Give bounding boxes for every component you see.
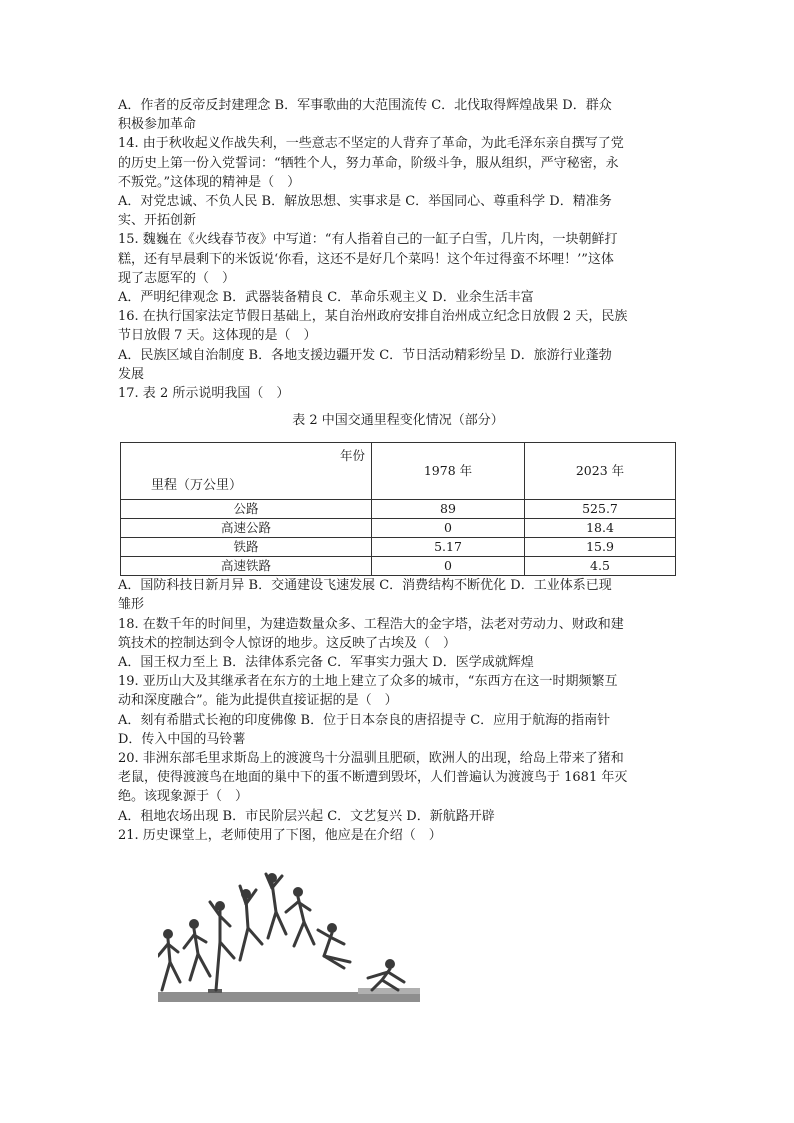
cell-1978: 0 — [372, 519, 525, 538]
text-line: 16. 在执行国家法定节假日基础上，某自治州政府安排自治州成立纪念日放假 2 天，民族 — [118, 309, 628, 325]
table-row — [121, 500, 676, 519]
cell-2023: 18.4 — [525, 519, 676, 538]
text-line: 19. 亚历山大及其继承者在东方的土地上建立了众多的城市，“东西方在这一时期频繁互 — [118, 674, 618, 690]
text-line: 糕，还有早晨剩下的米饭说‘你看，这还不是好几个菜吗！这个年过得蛮不坏哩！’”这体 — [118, 251, 614, 267]
row-label: 公路 — [121, 500, 372, 519]
text-line: 筑技术的控制达到令人惊讶的地步。这反映了古埃及（ ） — [118, 635, 457, 651]
cell-2023: 15.9 — [525, 538, 676, 557]
text-line: 实、开拓创新 — [118, 213, 197, 229]
text-line: A．民族区域自治制度 B．各地支援边疆开发 C．节日活动精彩纷呈 D．旅游行业蓬勃 — [118, 347, 612, 363]
long-jump-sequence-image — [158, 872, 420, 1010]
text-line: A．严明纪律观念 B．武器装备精良 C．革命乐观主义 D．业余生活丰富 — [118, 290, 534, 306]
text-line: 21. 历史课堂上，老师使用了下图，他应是在介绍（ ） — [118, 827, 442, 843]
table-row — [121, 557, 676, 576]
row-label: 高速铁路 — [121, 557, 372, 576]
athlete-figures — [158, 873, 404, 990]
text-line: 节日放假 7 天。这体现的是（ ） — [118, 328, 317, 344]
text-line: A．对党忠诚、不负人民 B．解放思想、实事求是 C．举国同心、尊重科学 D．精准务 — [118, 194, 612, 210]
text-line: 雏形 — [118, 597, 145, 613]
cell-1978: 89 — [372, 500, 525, 519]
cell-1978: 5.17 — [372, 538, 525, 557]
text-line: A．租地农场出现 B．市民阶层兴起 C．文艺复兴 D．新航路开辟 — [118, 808, 495, 824]
transport-mileage-table — [120, 442, 676, 576]
text-line: 20. 非洲东部毛里求斯岛上的渡渡鸟十分温驯且肥硕，欧洲人的出现，给岛上带来了猪和 — [118, 751, 624, 767]
table-title: 表 2 中国交通里程变化情况（部分） — [292, 413, 504, 429]
header-unit-label: 里程（万公里） — [151, 478, 243, 494]
text-line: D．传入中国的马铃薯 — [118, 731, 246, 747]
text-line: A．国防科技日新月异 B．交通建设飞速发展 C．消费结构不断优化 D．工业体系已现 — [118, 578, 612, 594]
text-line: A．作者的反帝反封建理念 B．军事歌曲的大范围流传 C．北伐取得辉煌战果 D．群众 — [118, 98, 612, 113]
exam-page — [118, 96, 678, 845]
text-line: 17. 表 2 所示说明我国（ ） — [118, 386, 290, 402]
text-line: A．国王权力至上 B．法律体系完备 C．军事实力强大 D．医学成就辉煌 — [118, 655, 534, 671]
text-line: 的历史上第一份入党誓词：“牺牲个人，努力革命，阶级斗争，服从组织，严守秘密，永 — [118, 155, 619, 171]
text-line: 15. 魏巍在《火线春节夜》中写道：“有人指着自己的一缸子白雪，几片肉，一块朝鲜打 — [118, 232, 618, 248]
text-line: 老鼠，使得渡渡鸟在地面的巢中下的蛋不断遭到毁坏，人们普遍认为渡渡鸟于 1681 年灭 — [118, 770, 628, 786]
column-header-1978: 1978 年 — [372, 443, 525, 500]
cell-2023: 4.5 — [525, 557, 676, 576]
text-line: 动和深度融合”。能为此提供直接证据的是（ ） — [118, 693, 398, 709]
row-label: 铁路 — [121, 538, 372, 557]
text-line: 积极参加革命 — [118, 117, 197, 133]
question-block-a — [118, 96, 678, 403]
row-label: 高速公路 — [121, 519, 372, 538]
header-year-label: 年份 — [339, 448, 365, 464]
text-line: A．刻有希腊式长袍的印度佛像 B．位于日本奈良的唐招提寺 C．应用于航海的指南针 — [118, 712, 611, 728]
sand-pit — [358, 988, 420, 994]
question-block-b — [118, 576, 678, 845]
text-line: 发展 — [118, 366, 145, 382]
table-row — [121, 519, 676, 538]
column-header-2023: 2023 年 — [525, 443, 676, 500]
text-line: 18. 在数千年的时间里，为建造数量众多、工程浩大的金字塔，法老对劳动力、财政和建 — [118, 616, 624, 632]
text-line: 绝。该现象源于（ ） — [118, 789, 249, 805]
text-line: 不叛党。”这体现的精神是（ ） — [118, 174, 301, 190]
table-header-diagonal — [121, 443, 372, 500]
text-line: 现了志愿军的（ ） — [118, 270, 236, 286]
text-line: 14. 由于秋收起义作战失利，一些意志不坚定的人背弃了革命，为此毛泽东亲自撰写了党 — [118, 136, 624, 152]
cell-1978: 0 — [372, 557, 525, 576]
table-row — [121, 538, 676, 557]
cell-2023: 525.7 — [525, 500, 676, 519]
